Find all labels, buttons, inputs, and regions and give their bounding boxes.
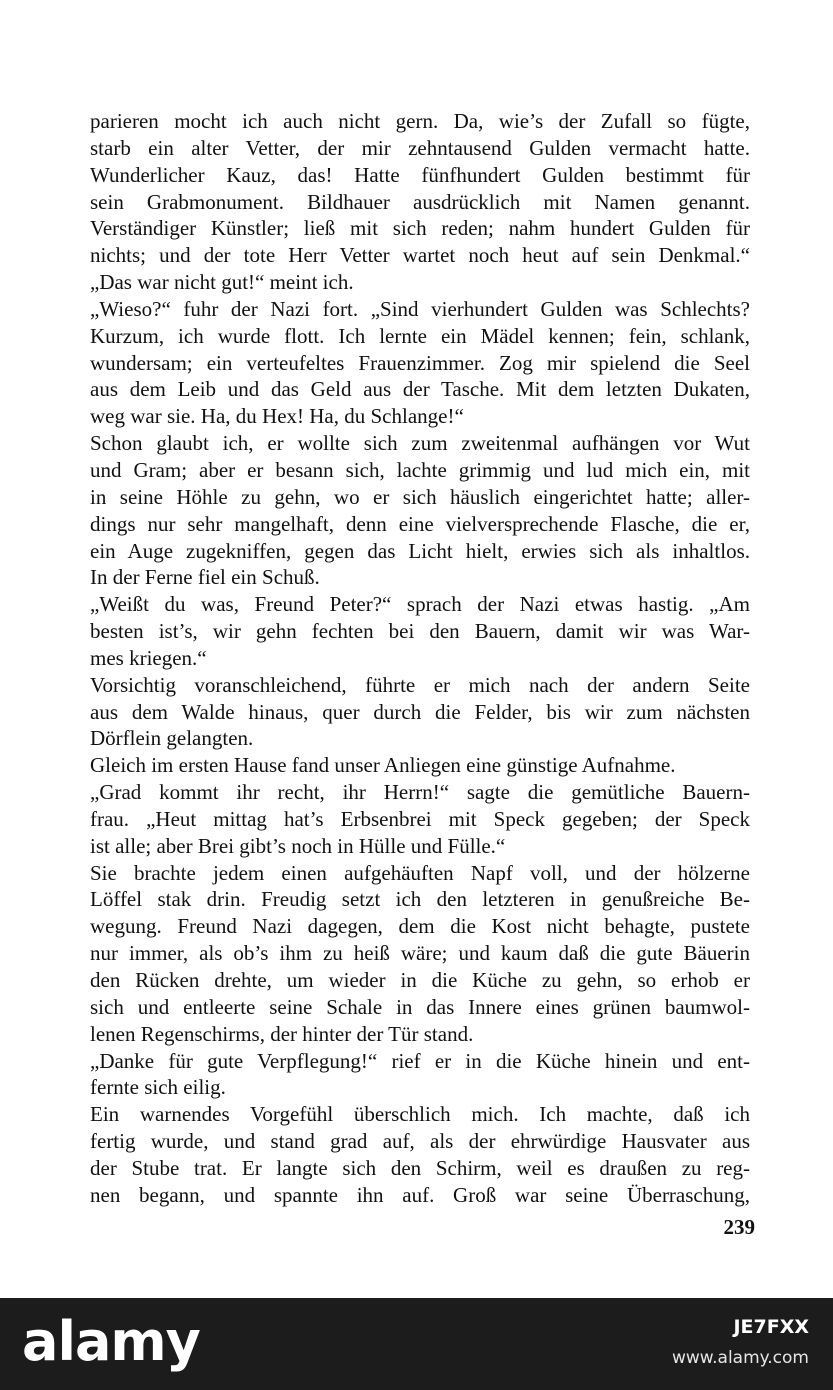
text-line: mes kriegen.“ xyxy=(90,645,207,670)
text-line: Sie brachte jedem einen aufgehäuften Napf voll, und der hölzerne xyxy=(90,860,750,885)
text-line: parieren mocht ich auch nicht gern. Da, wie’s der Zufall so fügte, xyxy=(90,109,750,133)
text-line: lenen Regenschirms, der hinter der Tür stand. xyxy=(90,1021,474,1046)
text-line: weg war sie. Ha, du Hex! Ha, du Schlange!“ xyxy=(90,404,464,429)
text-line: fernte sich eilig. xyxy=(90,1075,226,1100)
text-line: den Rücken drehte, um wieder in die Küche zu gehn, so erhob er xyxy=(90,968,750,992)
text-line: In der Ferne fiel ein Schuß. xyxy=(90,565,320,590)
text-line: nen begann, und spannte ihn auf. Groß war seine Überraschung, xyxy=(90,1182,750,1207)
text-line: in seine Höhle zu gehn, wo er sich häuslich eingerichtet hatte; aller- xyxy=(90,484,750,509)
text-line: sein Grabmonument. Bildhauer ausdrücklich mit Namen genannt. xyxy=(90,189,750,214)
text-line: „Weißt du was, Freund Peter?“ sprach der Nazi etwas hastig. „Am xyxy=(90,592,750,617)
text-line: fertig wurde, und stand grad auf, als der ehrwürdige Hausvater aus xyxy=(90,1129,750,1154)
text-line: „Grad kommt ihr recht, ihr Herrn!“ sagte die gemütliche Bauern- xyxy=(90,780,750,805)
text-line: sich und entleerte seine Schale in das Innere eines grünen baumwol- xyxy=(90,994,750,1019)
text-line: ein Auge zugekniffen, gegen das Licht hielt, erwies sich als inhaltlos. xyxy=(90,538,750,563)
text-line: wundersam; ein verteufeltes Frauenzimmer. Zog mir spielend die Seel xyxy=(90,350,750,375)
text-line: Dörflein gelangten. xyxy=(90,726,254,751)
text-line: starb ein alter Vetter, der mir zehntausend Gulden vermacht hatte. xyxy=(90,135,750,160)
text-line: „Das war nicht gut!“ meint ich. xyxy=(90,270,354,295)
text-line: Verständiger Künstler; ließ mit sich reden; nahm hundert Gulden für xyxy=(90,216,750,241)
text-line: nur immer, als ob’s ihm zu heiß wäre; und kaum daß die gute Bäuerin xyxy=(90,941,750,966)
text-line: „Danke für gute Verpflegung!“ rief er in die Küche hinein und ent- xyxy=(90,1048,750,1073)
text-line: und Gram; aber er besann sich, lachte grimmig und lud mich ein, mit xyxy=(90,457,750,482)
image-id: JE7FXX xyxy=(733,1316,809,1338)
text-line: besten ist’s, wir gehn fechten bei den Bauern, damit wir was War- xyxy=(90,619,750,644)
text-line: Löffel stak drin. Freudig setzt ich den letzteren in genußreiche Be- xyxy=(90,887,750,912)
body-text xyxy=(90,108,750,1209)
text-line: nichts; und der tote Herr Vetter wartet noch heut auf sein Denkmal.“ xyxy=(90,243,750,268)
text-line: aus dem Walde hinaus, quer durch die Felder, bis wir zum nächsten xyxy=(90,699,750,724)
text-line: Wunderlicher Kauz, das! Hatte fünfhundert Gulden bestimmt für xyxy=(90,162,750,187)
text-line: Ein warnendes Vorgefühl überschlich mich. Ich machte, daß ich xyxy=(90,1102,750,1127)
alamy-logo: alamy xyxy=(22,1310,200,1373)
text-line: „Wieso?“ fuhr der Nazi fort. „Sind vierhundert Gulden was Schlechts? xyxy=(90,296,750,321)
text-line: Schon glaubt ich, er wollte sich zum zweitenmal aufhängen vor Wut xyxy=(90,431,750,456)
text-line: Vorsichtig voranschleichend, führte er mich nach der andern Seite xyxy=(90,672,750,697)
site-url: www.alamy.com xyxy=(671,1348,809,1368)
text-line: frau. „Heut mittag hat’s Erbsenbrei mit Speck gegeben; der Speck xyxy=(90,806,750,831)
text-line: Kurzum, ich wurde flott. Ich lernte ein Mädel kennen; fein, schlank, xyxy=(90,323,750,348)
text-line: dings nur sehr mangelhaft, denn eine vielversprechende Flasche, die er, xyxy=(90,511,750,536)
page-number: 239 xyxy=(723,1215,755,1239)
text-line: wegung. Freund Nazi dagegen, dem die Kost nicht behagte, pustete xyxy=(90,914,750,939)
text-line: aus dem Leib und das Geld aus der Tasche. Mit dem letzten Dukaten, xyxy=(90,377,750,402)
text-line: ist alle; aber Brei gibt’s noch in Hülle und Fülle.“ xyxy=(90,833,506,858)
text-line: der Stube trat. Er langte sich den Schirm, weil es draußen zu reg- xyxy=(90,1155,750,1180)
text-line: Gleich im ersten Hause fand unser Anliegen eine günstige Aufnahme. xyxy=(90,753,676,778)
